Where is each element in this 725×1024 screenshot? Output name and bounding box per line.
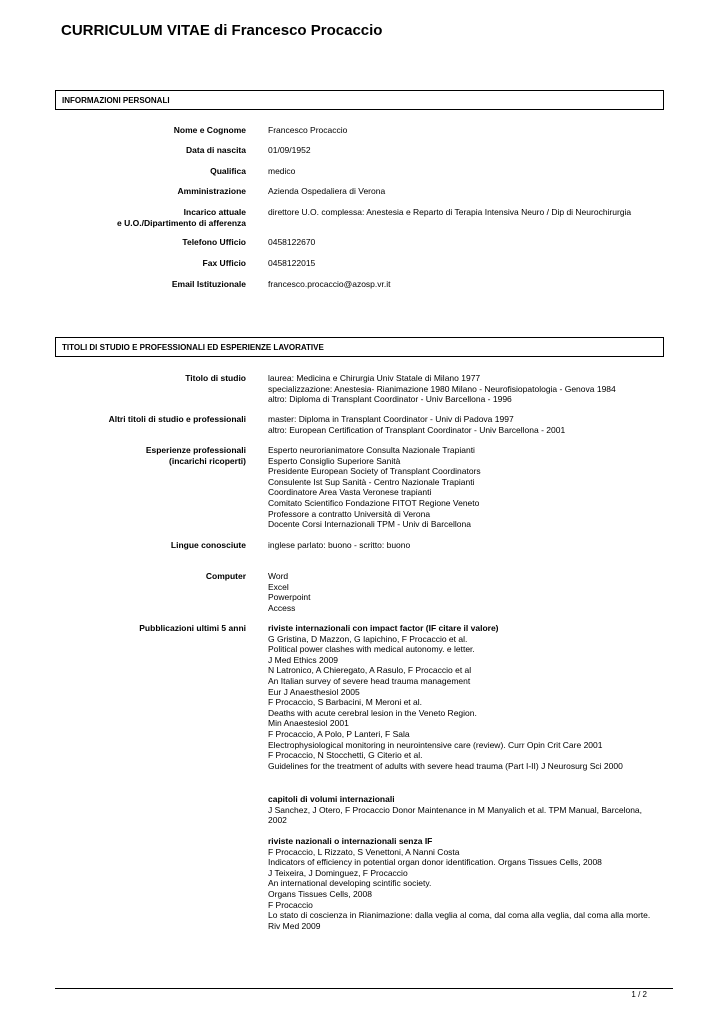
esperienza-line: Comitato Scientifico Fondazione FITOT Regione Veneto [268,497,480,508]
lingue-value: inglese parlato: buono - scritto: buono [268,540,411,550]
personal-value: direttore U.O. complessa: Anestesia e Reparto di Terapia Intensiva Neuro / Dip di Neurochirurgia [268,207,632,217]
esperienza-line: Coordinatore Area Vasta Veronese trapianti [268,487,432,498]
publication-line: An Italian survey of severe head trauma management [268,675,471,686]
personal-label [46,125,246,136]
pub-block2-value [268,794,668,826]
publication-line: Electrophysiological monitoring in neurointensive care (review). Curr Opin Crit Care 2001 [268,739,603,750]
page-title: CURRICULUM VITAE di Francesco Procaccio [61,22,383,39]
esperienza-line: Esperto Consiglio Superiore Sanità [268,455,401,466]
personal-label-text: Telefono Ufficio [182,237,246,247]
personal-label-text: Qualifica [210,166,246,176]
publication-line: Organs Tissues Cells, 2008 [268,888,372,899]
personal-label-text: Amministrazione [177,186,246,196]
footer-divider [55,988,673,989]
pub-block3-value [268,836,668,931]
personal-label [46,207,246,228]
publication-line: Riv Med 2009 [268,920,321,931]
esperienza-line: Docente Corsi Internazionali TPM - Univ di Barcellona [268,519,471,530]
section-header-education: TITOLI DI STUDIO E PROFESSIONALI ED ESPERIENZE LAVORATIVE [55,337,664,357]
publication-line: Indicators of efficiency in potential organ donor identification. Organs Tissues Cells, 2008 [268,857,602,868]
pub-block1-title: riviste internazionali con impact factor (IF citare il valore) [268,623,499,633]
esperienze-label-line1: Esperienze professionali [145,445,246,455]
publication-line: Eur J Anaesthesiol 2005 [268,686,360,697]
esperienze-label-line2: (incarichi ricoperti) [169,455,246,466]
personal-label-text: Data di nascita [186,145,246,155]
computer-label: Computer [205,571,246,581]
esperienze-value [268,445,668,530]
publication-line: Deaths with acute cerebral lesion in the Veneto Region. [268,707,477,718]
altri-line: altro: European Certification of Transplant Coordinator - Univ Barcellona - 2001 [268,424,566,435]
pub-block3-title: riviste nazionali o internazionali senza IF [268,836,433,846]
publication-line: F Procaccio, L Rizzato, S Venettoni, A Nanni Costa [268,846,460,857]
titolo-label: Titolo di studio [185,373,246,383]
personal-value: Azienda Ospedaliera di Verona [268,186,386,196]
personal-label [46,279,246,290]
personal-label-text: Incarico attuale [183,207,246,217]
publication-line: Guidelines for the treatment of adults with severe head trauma (Part I-II) J Neurosurg Sci 2000 [268,760,623,771]
personal-value: Francesco Procaccio [268,125,348,135]
esperienza-line: Presidente European Society of Transplant Coordinators [268,466,481,477]
publication-line: N Latronico, A Chieregato, A Rasulo, F Procaccio et al [268,665,472,676]
personal-label [46,166,246,177]
publication-line: F Procaccio, A Polo, P Lanteri, F Sala [268,728,410,739]
esperienza-line: Professore a contratto Università di Verona [268,508,431,519]
esperienza-line: Esperto neurorianimatore Consulta Nazionale Trapianti [268,445,475,455]
publication-line: J Teixeira, J Dominguez, F Procaccio [268,867,408,878]
titolo-line: laurea: Medicina e Chirurgia Univ Statale di Milano 1977 [268,373,481,383]
section-header-personal: INFORMAZIONI PERSONALI [55,90,664,110]
esperienza-line: Consulente Ist Sup Sanità - Centro Nazionale Trapianti [268,476,475,487]
personal-label-text: Nome e Cognome [173,125,246,135]
titolo-value [268,373,668,405]
personal-value: 0458122670 [268,237,316,247]
publication-line: J Sanchez, J Otero, F Procaccio Donor Maintenance in M Manyalich et al. TPM Manual, Barcelona, [268,804,643,815]
publication-line: F Procaccio, S Barbacini, M Meroni et al. [268,697,423,708]
publication-line: F Procaccio, N Stocchetti, G Citerio et al. [268,750,423,761]
personal-label [46,258,246,269]
altri-line: master: Diploma in Transplant Coordinator - Univ di Padova 1997 [268,414,514,424]
personal-label-text: Fax Ufficio [202,258,246,268]
computer-skill: Powerpoint [268,592,311,603]
personal-label [46,145,246,156]
personal-label [46,186,246,197]
personal-value: 01/09/1952 [268,145,311,155]
publication-line: Political power clashes with medical autonomy. e letter. [268,644,475,655]
publication-line: Lo stato di coscienza in Rianimazione: dalla veglia al coma, dal coma alla veglia, dal coma alla morte. [268,910,651,921]
publication-line: 2002 [268,815,287,826]
lingue-label: Lingue conosciute [170,540,246,550]
publication-line: Min Anaestesiol 2001 [268,718,349,729]
publication-line: J Med Ethics 2009 [268,654,338,665]
pub-block2-title: capitoli di volumi internazionali [268,794,395,804]
computer-skill: Excel [268,581,289,592]
personal-value: 0458122015 [268,258,316,268]
computer-value [268,571,668,613]
personal-label-text: Email Istituzionale [171,279,246,289]
esperienze-label [46,445,246,466]
pubblicazioni-value [268,623,668,771]
personal-value: francesco.procaccio@azosp.vr.it [268,279,391,289]
computer-skill: Word [268,571,289,581]
titolo-line: specializzazione: Anestesia- Rianimazione 1980 Milano - Neurofisiopatologia - Genova 1984 [268,383,616,394]
publication-line: An international developing scintific society. [268,878,432,889]
personal-label-text: e U.O./Dipartimento di afferenza [117,217,246,228]
publication-line: G Gristina, D Mazzon, G Iapichino, F Procaccio et al. [268,633,468,644]
personal-value: medico [268,166,296,176]
page-number: 1 / 2 [631,990,647,999]
titolo-line: altro: Diploma di Transplant Coordinator - Univ Barcellona - 1996 [268,394,512,405]
altri-titoli-label: Altri titoli di studio e professionali [108,414,246,424]
altri-titoli-value [268,414,668,435]
publication-line: F Procaccio [268,899,313,910]
computer-skill: Access [268,602,296,613]
pubblicazioni-label: Pubblicazioni ultimi 5 anni [139,623,246,633]
personal-label [46,237,246,248]
